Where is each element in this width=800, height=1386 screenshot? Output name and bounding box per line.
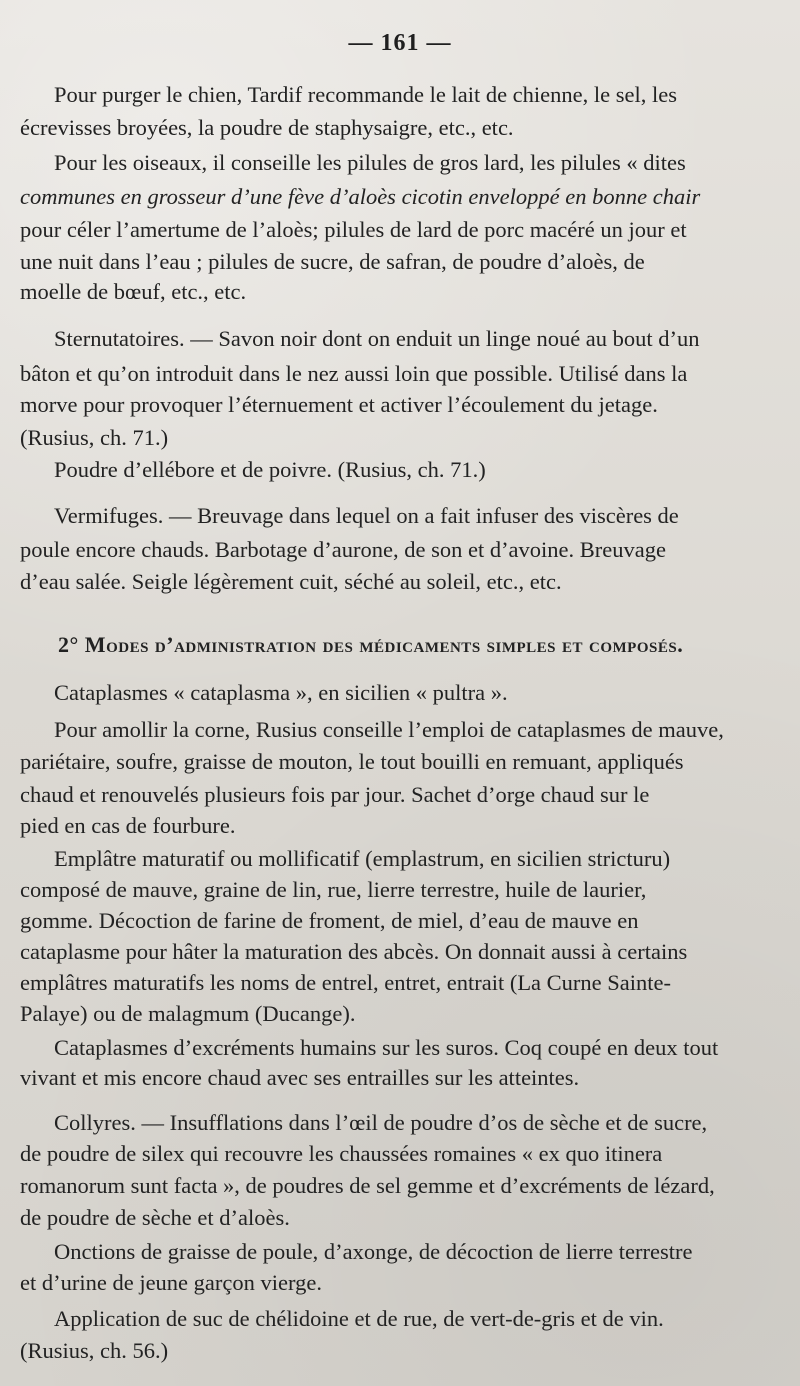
text-line-3: Pour les oiseaux, il conseille les pilules de gros lard, les pilules « dites xyxy=(54,150,686,175)
text-line-35: et d’urine de jeune garçon vierge. xyxy=(20,1270,322,1295)
text-line-18: Pour amollir la corne, Rusius conseille l’emploi de cataplasmes de mauve, xyxy=(54,717,724,742)
text-line-6: une nuit dans l’eau ; pilules de sucre, de safran, de poudre d’aloès, de xyxy=(20,249,645,274)
text-line-23: composé de mauve, graine de lin, rue, lierre terrestre, huile de laurier, xyxy=(20,877,647,902)
text-line-2: écrevisses broyées, la poudre de staphysaigre, etc., etc. xyxy=(20,115,514,140)
text-line-33: de poudre de sèche et d’aloès. xyxy=(20,1205,290,1230)
text-line-13: Vermifuges. — Breuvage dans lequel on a fait infuser des viscères de xyxy=(54,503,679,528)
text-line-11: (Rusius, ch. 71.) xyxy=(20,425,169,450)
text-line-12: Poudre d’ellébore et de poivre. (Rusius, ch. 71.) xyxy=(54,457,486,482)
section-heading: 2° Modes d’administration des médicaments simples et composés. xyxy=(58,632,684,657)
text-line-31: de poudre de silex qui recouvre les chaussées romaines « ex quo itinera xyxy=(20,1141,663,1166)
text-line-5: pour céler l’amertume de l’aloès; pilules de lard de porc macéré un jour et xyxy=(20,217,687,242)
page-number: — 161 — xyxy=(348,30,452,56)
text-line-1: Pour purger le chien, Tardif recommande le lait de chienne, le sel, les xyxy=(54,82,677,107)
text-line-9: bâton et qu’on introduit dans le nez aussi loin que possible. Utilisé dans la xyxy=(20,361,688,386)
text-line-4: communes en grosseur d’une fève d’aloès cicotin enveloppé en bonne chair xyxy=(20,184,701,209)
text-line-7: moelle de bœuf, etc., etc. xyxy=(20,279,247,304)
text-line-14: poule encore chauds. Barbotage d’aurone, de son et d’avoine. Breuvage xyxy=(20,537,666,562)
text-line-10: morve pour provoquer l’éternuement et activer l’écoulement du jetage. xyxy=(20,392,658,417)
text-line-17: Cataplasmes « cataplasma », en sicilien « pultra ». xyxy=(54,680,508,705)
text-line-15: d’eau salée. Seigle légèrement cuit, séché au soleil, etc., etc. xyxy=(20,569,562,594)
text-line-24: gomme. Décoction de farine de froment, de miel, d’eau de mauve en xyxy=(20,908,639,933)
text-line-32: romanorum sunt facta », de poudres de sel gemme et d’excréments de lézard, xyxy=(20,1173,715,1198)
text-line-8: Sternutatoires. — Savon noir dont on enduit un linge noué au bout d’un xyxy=(54,326,700,351)
text-line-36: Application de suc de chélidoine et de rue, de vert-de-gris et de vin. xyxy=(54,1306,664,1331)
text-line-29: vivant et mis encore chaud avec ses entrailles sur les atteintes. xyxy=(20,1065,580,1090)
text-line-26: emplâtres maturatifs les noms de entrel, entret, entrait (La Curne Sainte- xyxy=(20,970,672,995)
text-line-27: Palaye) ou de malagmum (Ducange). xyxy=(20,1001,356,1026)
text-line-28: Cataplasmes d’excréments humains sur les suros. Coq coupé en deux tout xyxy=(54,1035,719,1060)
text-line-37: (Rusius, ch. 56.) xyxy=(20,1338,169,1363)
text-line-25: cataplasme pour hâter la maturation des abcès. On donnait aussi à certains xyxy=(20,939,688,964)
text-line-22: Emplâtre maturatif ou mollificatif (emplastrum, en sicilien stricturu) xyxy=(54,846,671,871)
text-line-30: Collyres. — Insufflations dans l’œil de poudre d’os de sèche et de sucre, xyxy=(54,1110,708,1135)
text-line-34: Onctions de graisse de poule, d’axonge, de décoction de lierre terrestre xyxy=(54,1239,693,1264)
text-line-20: chaud et renouvelés plusieurs fois par jour. Sachet d’orge chaud sur le xyxy=(20,782,650,807)
text-line-19: pariétaire, soufre, graisse de mouton, le tout bouilli en remuant, appliqués xyxy=(20,749,684,774)
text-line-21: pied en cas de fourbure. xyxy=(20,813,236,838)
